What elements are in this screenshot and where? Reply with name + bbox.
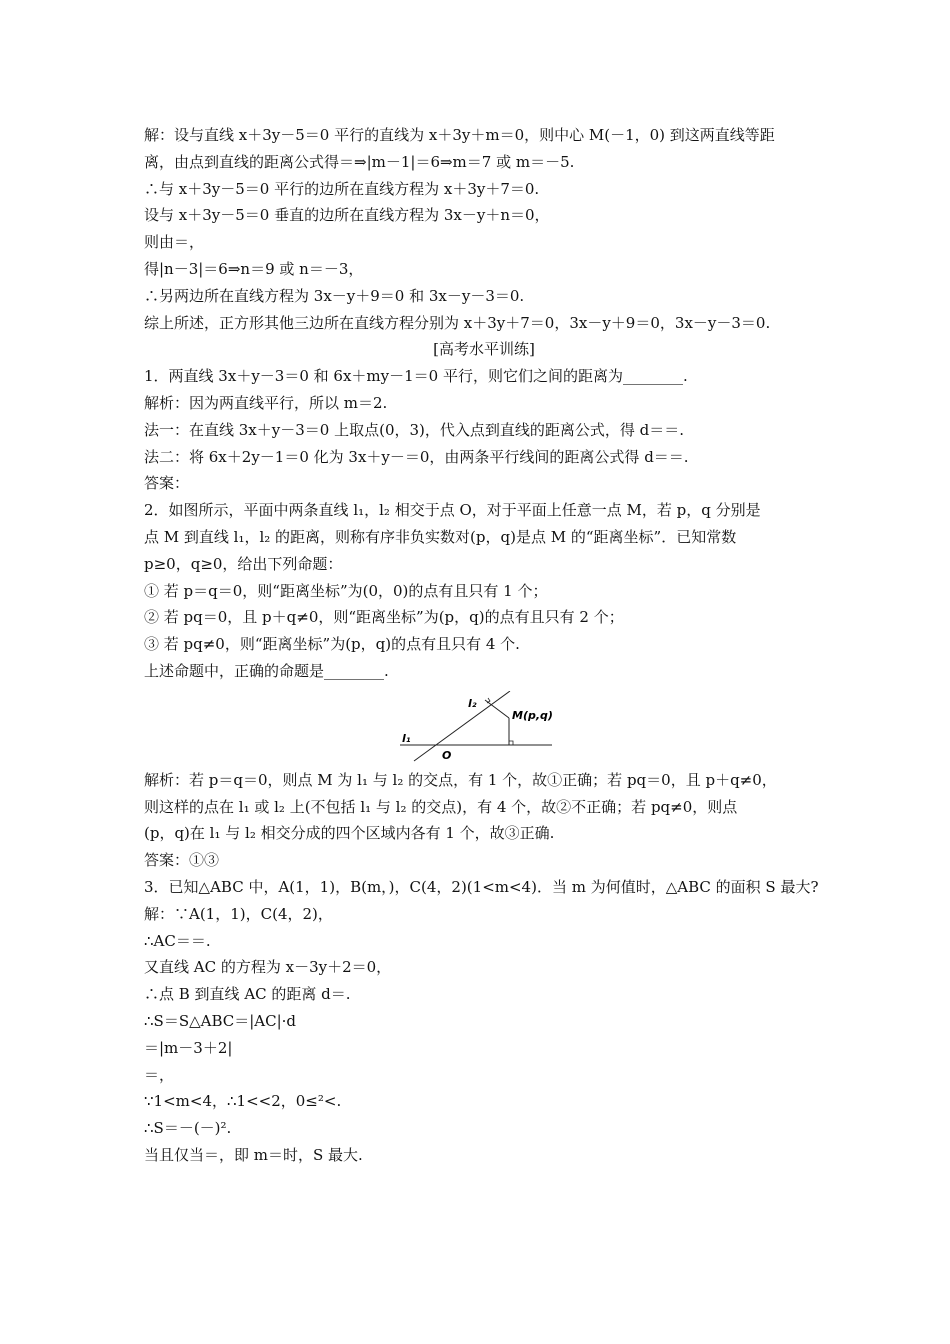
text-line: 法二：将 6x＋2y－1＝0 化为 3x＋y－＝0，由两条平行线间的距离公式得 d＝＝.: [144, 447, 689, 466]
text-line: 当且仅当＝，即 m＝时，S 最大.: [144, 1145, 363, 1164]
text-line: ＝，: [144, 1065, 175, 1084]
text-line: 答案：: [144, 474, 190, 493]
text-line: 解：设与直线 x＋3y－5＝0 平行的直线为 x＋3y＋m＝0，则中心 M(－1，0) 到这两直线等距: [144, 126, 775, 144]
line-l2: [414, 691, 510, 761]
text-line: 上述命题中，正确的命题是________.: [144, 661, 389, 680]
text-line: 解：∵A(1，1)，C(4，2)，: [144, 904, 333, 923]
text-line: 3．已知△ABC 中，A(1，1)，B(m，)，C(4，2)(1<m<4)．当 m 为何值时，△ABC 的面积 S 最大?: [144, 877, 819, 896]
text-line: ∴AC＝＝.: [144, 931, 211, 950]
text-line: 答案：①③: [144, 851, 220, 870]
section-title: [高考水平训练]: [433, 340, 535, 359]
text-line: ∵1<m<4，∴1<<2，0≤²<.: [144, 1092, 342, 1111]
right-angle-mark-l2: [487, 698, 490, 703]
text-line: 设与 x＋3y－5＝0 垂直的边所在直线方程为 3x－y＋n＝0，: [144, 206, 550, 225]
label-l1: l₁: [402, 731, 411, 745]
figure-svg: [374, 691, 574, 763]
text-line: 又直线 AC 的方程为 x－3y＋2＝0，: [144, 958, 392, 977]
text-line: 点 M 到直线 l₁，l₂ 的距离，则称有序非负实数对(p，q)是点 M 的“距离坐标”．已知常数: [144, 527, 737, 546]
text-line: 解析：若 p＝q＝0，则点 M 为 l₁ 与 l₂ 的交点，有 1 个，故①正确；若 pq＝0，且 p＋q≠0，: [144, 770, 777, 789]
document-page: [144, 122, 824, 1169]
text-line: 则由＝，: [144, 233, 205, 252]
text-line: 解析：因为两直线平行，所以 m＝2.: [144, 393, 388, 412]
text-line: 法一：在直线 3x＋y－3＝0 上取点(0，3)，代入点到直线的距离公式，得 d＝＝.: [144, 420, 685, 439]
solution-top: [144, 122, 824, 336]
text-line: ② 若 pq＝0，且 p＋q≠0，则“距离坐标”为(p，q)的点有且只有 2 个；: [144, 608, 624, 627]
text-line: ∴点 B 到直线 AC 的距离 d＝.: [144, 985, 351, 1004]
text-line: p≥0，q≥0，给出下列命题：: [144, 554, 343, 573]
text-line: (p，q)在 l₁ 与 l₂ 相交分成的四个区域内各有 1 个，故③正确.: [144, 824, 555, 843]
text-line: 离，由点到直线的距离公式得＝⇒|m－1|＝6⇒m＝7 或 m＝－5.: [144, 152, 575, 171]
label-point-m: M(p,q): [512, 708, 553, 722]
text-line: ∴另两边所在直线方程为 3x－y＋9＝0 和 3x－y－3＝0.: [144, 286, 525, 305]
text-line: ① 若 p＝q＝0，则“距离坐标”为(0，0)的点有且只有 1 个；: [144, 581, 548, 600]
text-line: ∴S＝－(－)².: [144, 1119, 232, 1138]
perpendicular-to-l2: [485, 700, 509, 718]
text-line: 1．两直线 3x＋y－3＝0 和 6x＋my－1＝0 平行，则它们之间的距离为________.: [144, 367, 688, 386]
solution-bottom: [144, 767, 824, 1169]
text-line: 得|n－3|＝6⇒n＝9 或 n＝－3，: [144, 259, 364, 278]
text-line: 则这样的点在 l₁ 或 l₂ 上(不包括 l₁ 与 l₂ 的交点)，有 4 个，故②不正确；若 pq≠0，则点: [144, 797, 738, 816]
right-angle-mark-l1: [509, 741, 513, 745]
label-l2: l₂: [468, 696, 477, 710]
text-line: ∴与 x＋3y－5＝0 平行的边所在直线方程为 x＋3y＋7＝0.: [144, 179, 540, 198]
distance-coordinate-figure: [144, 691, 824, 763]
text-line: 综上所述，正方形其他三边所在直线方程分别为 x＋3y＋7＝0，3x－y＋9＝0，3x－y－3＝0.: [144, 313, 771, 332]
text-line: 2．如图所示，平面中两条直线 l₁，l₂ 相交于点 O，对于平面上任意一点 M，若 p，q 分别是: [144, 501, 761, 520]
text-line: ∴S＝S△ABC＝|AC|·d: [144, 1011, 297, 1030]
text-line: ③ 若 pq≠0，则“距离坐标”为(p，q)的点有且只有 4 个.: [144, 635, 520, 654]
exercise-block: [144, 363, 824, 685]
label-origin: O: [442, 748, 452, 762]
text-line: ＝|m－3＋2|: [144, 1038, 233, 1057]
